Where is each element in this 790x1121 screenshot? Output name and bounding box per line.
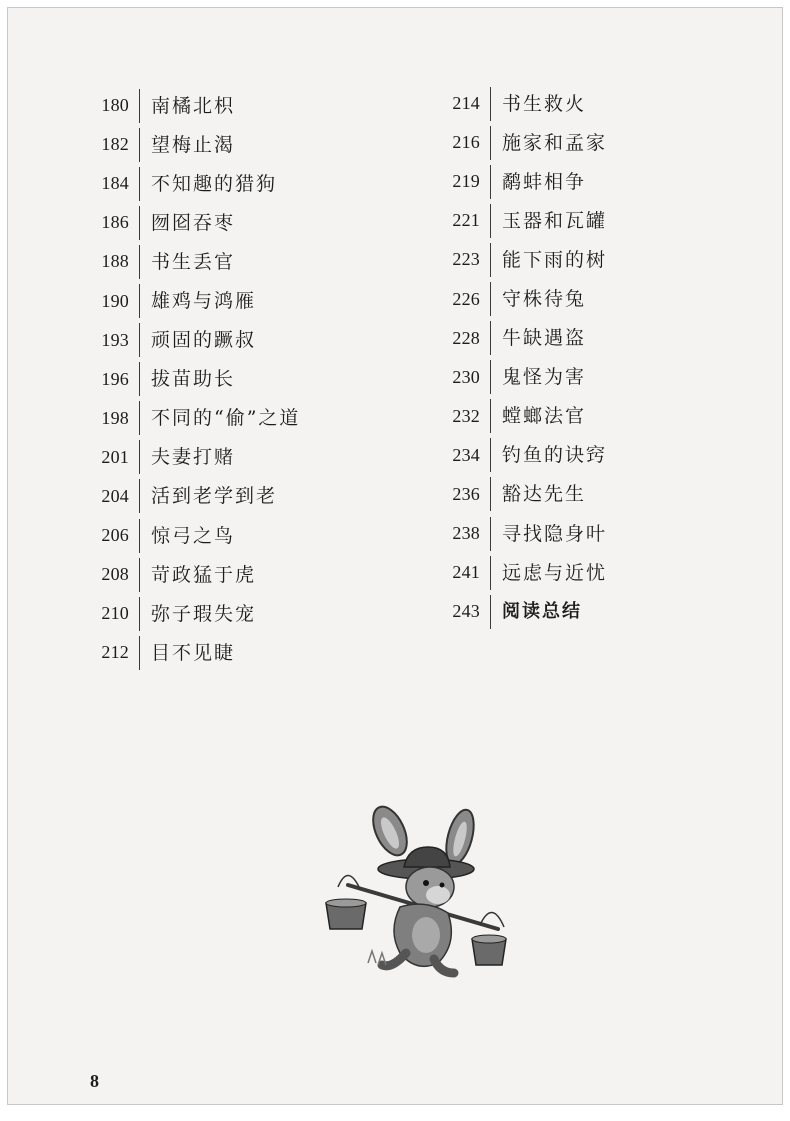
toc-page-number: 223 [452,249,480,270]
toc-title: 书生丢官 [139,245,235,279]
toc-entry[interactable] [435,553,607,592]
toc-entry[interactable] [435,358,607,397]
toc-entry[interactable] [435,475,607,514]
toc-page-number: 243 [452,601,480,622]
toc-title: 书生救火 [490,87,586,121]
toc-entry[interactable] [435,201,607,240]
toc-title: 弥子瑕失宠 [139,597,256,631]
toc-entry[interactable] [84,516,300,555]
toc-entry[interactable] [84,555,300,594]
toc-entry[interactable] [84,438,300,477]
toc-entry[interactable] [435,592,607,631]
toc-title: 钓鱼的诀窍 [490,438,607,472]
toc-page-number: 234 [452,444,480,465]
toc-entry[interactable] [435,436,607,475]
toc-page-number: 230 [452,366,480,387]
toc-entry[interactable] [435,240,607,279]
toc-page-number: 228 [452,327,480,348]
toc-page-number: 238 [452,523,480,544]
toc-entry[interactable] [84,281,300,320]
toc-title: 远虑与近忧 [490,556,607,590]
toc-entry[interactable] [84,125,300,164]
toc-entry[interactable] [84,594,300,633]
toc-title: 惊弓之鸟 [139,519,235,553]
toc-entry[interactable] [84,633,300,672]
toc-entry[interactable] [84,399,300,438]
toc-title: 玉器和瓦罐 [490,204,607,238]
book-page [7,7,783,1105]
toc-title: 活到老学到老 [139,479,277,513]
toc-title: 南橘北枳 [139,89,235,123]
toc-entry[interactable] [435,279,607,318]
toc-title: 施家和孟家 [490,126,607,160]
toc-title: 螳螂法官 [490,399,586,433]
toc-page-number: 186 [101,212,129,233]
toc-entry[interactable] [435,397,607,436]
toc-page-number: 182 [101,134,129,155]
toc-title: 不知趣的猎狗 [139,167,277,201]
toc-entry[interactable] [435,123,607,162]
toc-entry[interactable] [435,162,607,201]
toc-title: 苛政猛于虎 [139,558,256,592]
toc-page-number: 206 [101,525,129,546]
rabbit-carrying-buckets-icon [308,803,508,987]
toc-title: 雄鸡与鸿雁 [139,284,256,318]
toc-page-number: 232 [452,405,480,426]
toc-title: 能下雨的树 [490,243,607,277]
toc-right-column [435,84,607,631]
toc-page-number: 236 [452,483,480,504]
toc-entry[interactable] [84,164,300,203]
toc-page-number: 198 [101,407,129,428]
toc-entry[interactable] [84,360,300,399]
toc-title: 顽固的蹶叔 [139,323,256,357]
toc-entry[interactable] [84,242,300,281]
toc-title: 拔苗助长 [139,362,235,396]
toc-entry[interactable] [435,84,607,123]
toc-page-number: 193 [101,329,129,350]
toc-page-number: 241 [452,562,480,583]
toc-title: 鹬蚌相争 [490,165,586,199]
toc-page-number: 184 [101,173,129,194]
toc-page-number: 196 [101,368,129,389]
toc-title: 目不见睫 [139,636,235,670]
toc-title: 阅读总结 [490,595,582,629]
toc-page-number: 180 [101,95,129,116]
toc-title: 牛缺遇盗 [490,321,586,355]
page-number: 8 [90,1071,99,1091]
toc-left-column [84,86,300,672]
toc-page-number: 190 [101,290,129,311]
toc-page-number: 210 [101,603,129,624]
toc-page-number: 204 [101,485,129,506]
toc-title: 望梅止渴 [139,128,235,162]
toc-entry[interactable] [435,514,607,553]
toc-title: 寻找隐身叶 [490,517,607,551]
toc-page-number: 214 [452,93,480,114]
toc-title: 不同的“偷”之道 [139,401,300,435]
toc-title: 豁达先生 [490,477,586,511]
toc-entry[interactable] [84,86,300,125]
toc-title: 守株待兔 [490,282,586,316]
toc-entry[interactable] [84,477,300,516]
toc-page-number: 188 [101,251,129,272]
toc-page-number: 208 [101,564,129,585]
toc-title: 囫囵吞枣 [139,206,235,240]
toc-title: 鬼怪为害 [490,360,586,394]
toc-page-number: 219 [452,171,480,192]
toc-page-number: 221 [452,210,480,231]
toc-entry[interactable] [84,203,300,242]
toc-page-number: 212 [101,642,129,663]
toc-entry[interactable] [84,321,300,360]
toc-page-number: 226 [452,288,480,309]
toc-page-number: 201 [101,446,129,467]
toc-title: 夫妻打赌 [139,440,235,474]
toc-entry[interactable] [435,319,607,358]
toc-page-number: 216 [452,132,480,153]
